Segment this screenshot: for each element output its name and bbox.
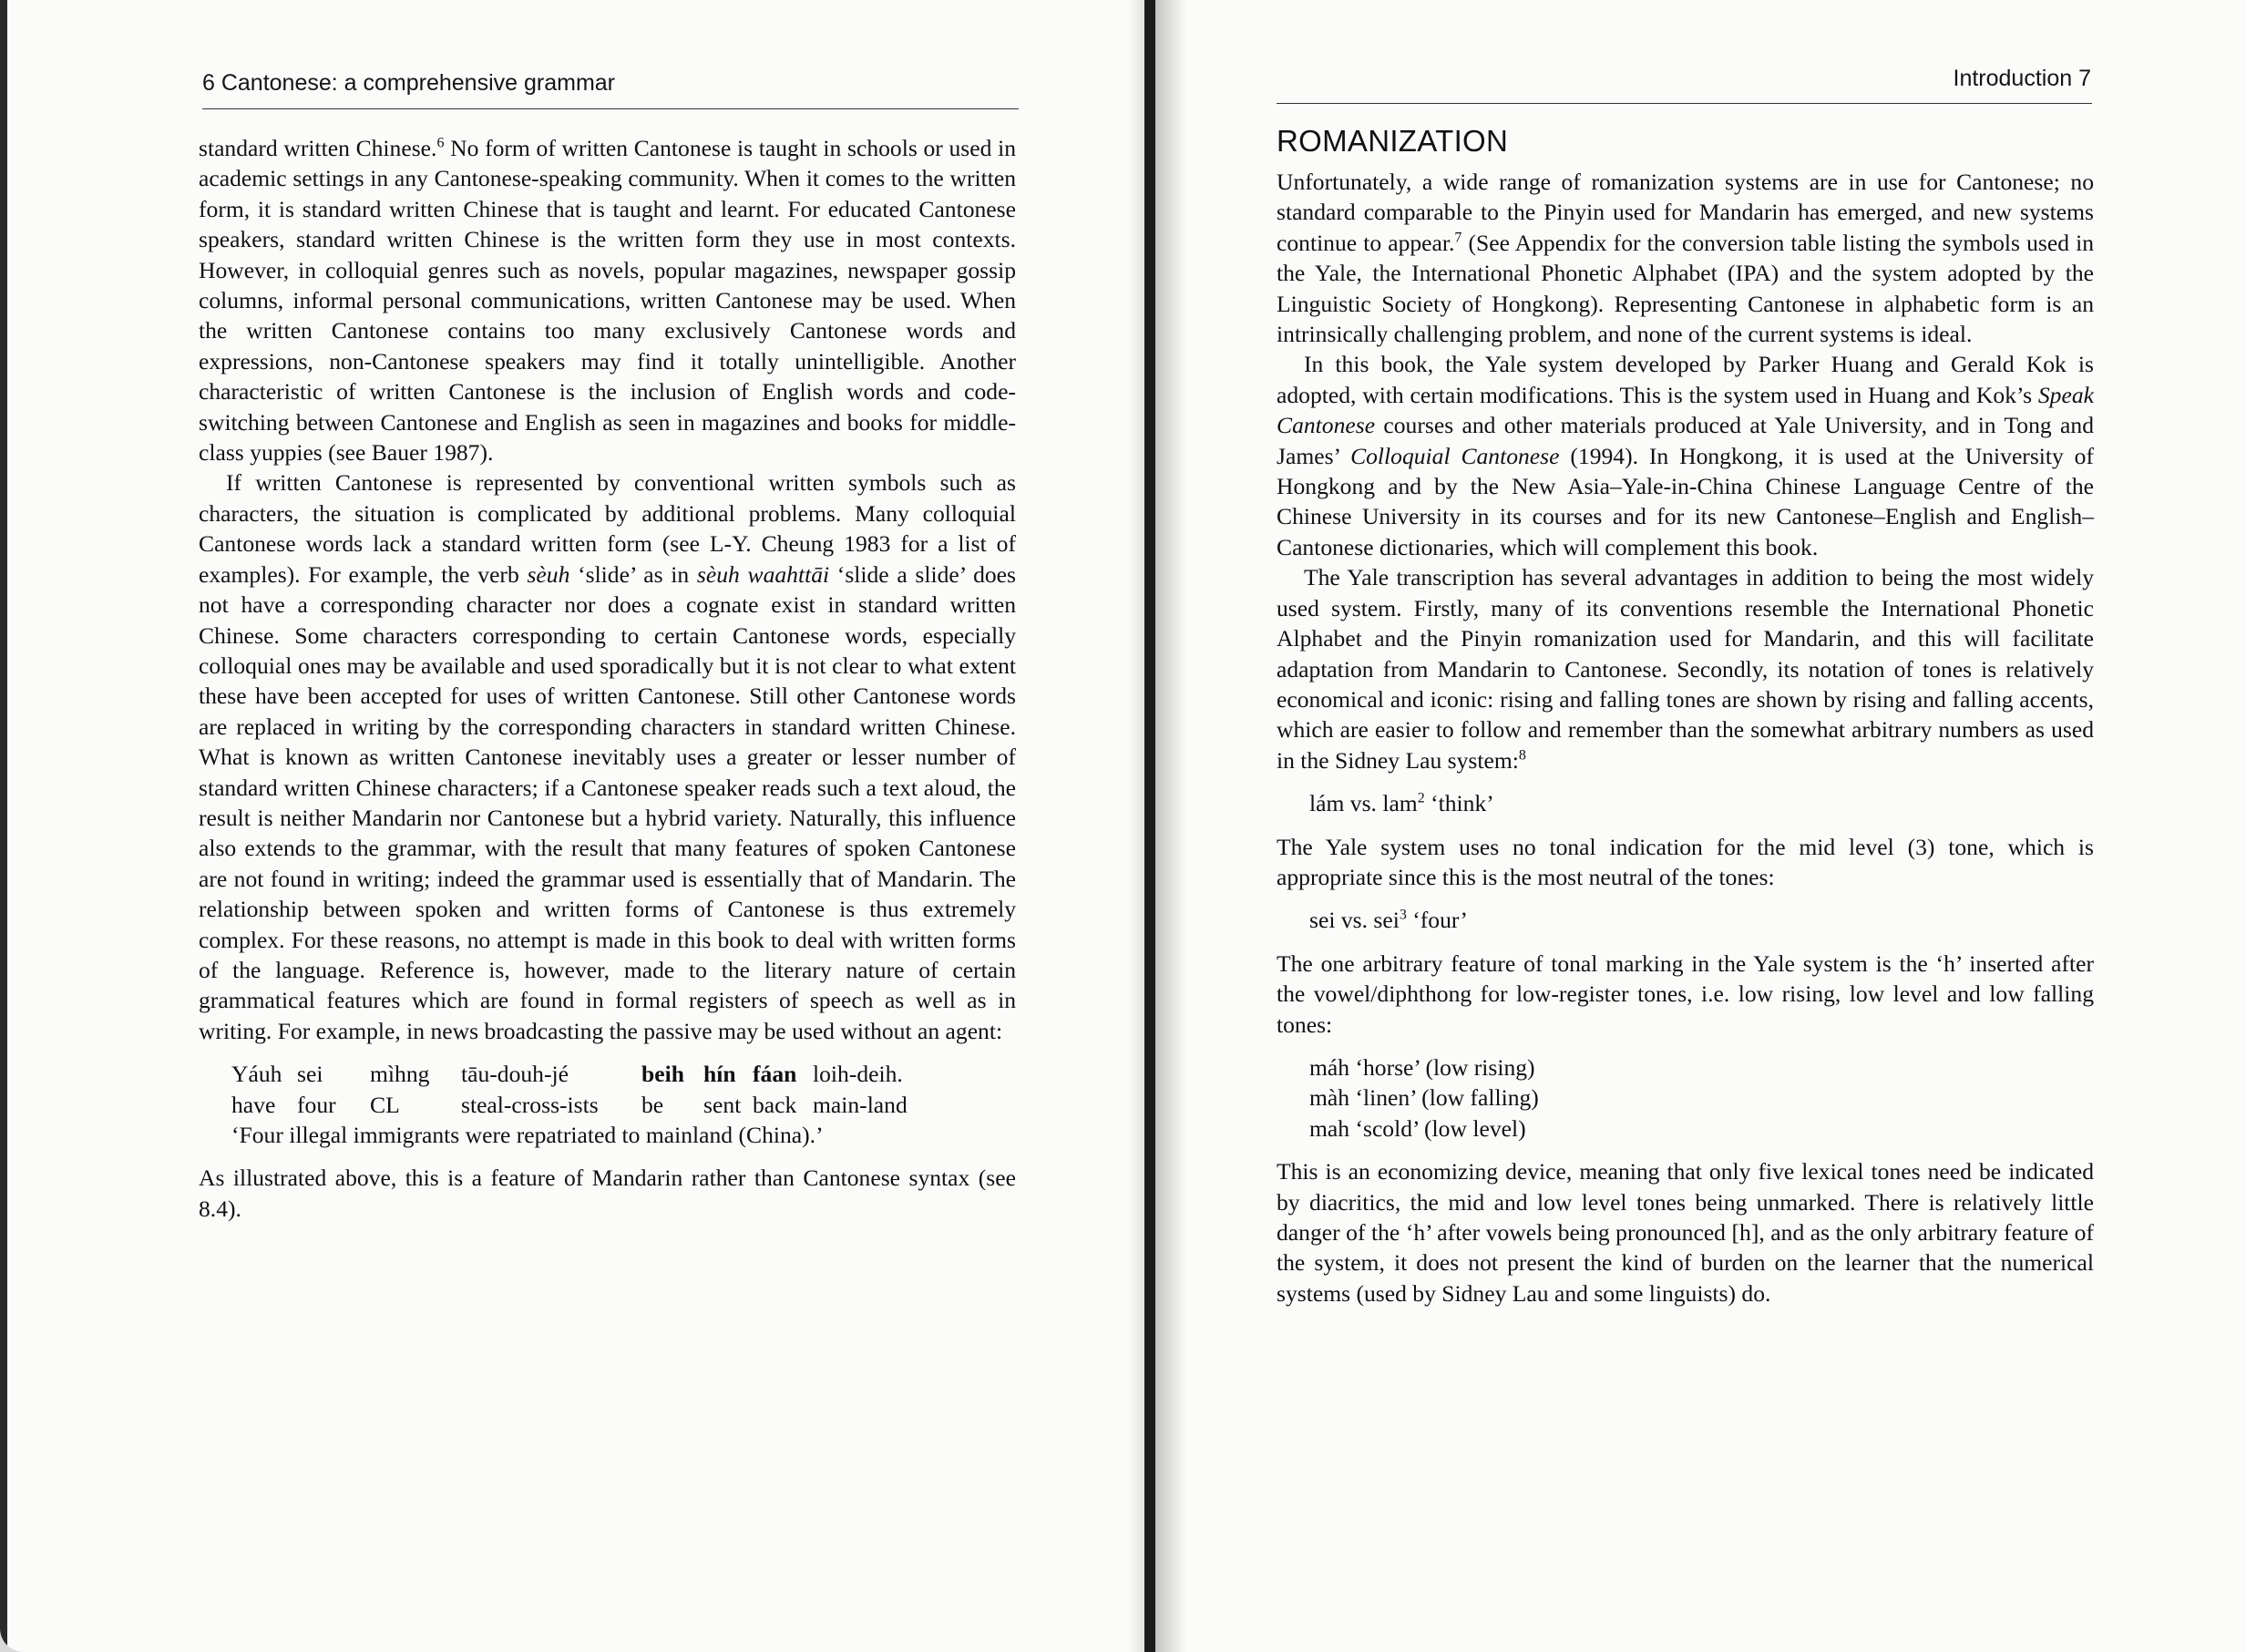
left-body-text — [199, 133, 1016, 1224]
paragraph: If written Cantonese is represented by conventional written symbols such as characters, the situation is complicated by additional problems. Many colloquial Cantonese words lack a standard written form (see L-Y. Cheung 1983 for a list of examples). For example, the verb sèuh ‘slide’ as in sèuh waahttāi ‘slide a slide’ does not have a corresponding character nor does a cognate exist in standard written Chinese. Some characters corresponding to certain Cantonese words, especially colloquial ones may be available and used sporadically but it is not clear to what extent these have been accepted for uses of written Cantonese. Still other Cantonese words are replaced in writing by the corresponding characters in standard written Chinese. What is known as written Cantonese inevitably uses a greater or lesser number of standard written Chinese characters; if a Cantonese speaker reads such a text aloud, the result is neither Mandarin nor Cantonese but a hybrid variety. Naturally, this influence also extends to the grammar, with the result that many features of spoken Cantonese are not found in writing; indeed the grammar used is essentially that of Mandarin. The relationship between spoken and written forms of Cantonese is thus extremely complex. For these reasons, no attempt is made in this book to deal with written forms of the language. Reference is, however, made to the literary nature of certain grammatical features which are found in formal registers of speech as well as in writing. For example, in news broadcasting the passive may be used without an agent: — [199, 469, 1016, 1044]
right-page — [1155, 0, 2246, 1652]
page-edge-shadow — [0, 0, 7, 1652]
running-head-right: Introduction 7 — [1953, 66, 2091, 91]
footnote-marker[interactable]: 6 — [436, 135, 445, 151]
list-item: màh ‘linen’ (low falling) — [1309, 1084, 1539, 1112]
paragraph: In this book, the Yale system developed by Parker Huang and Gerald Kok is adopted, with certain modifications. This is the system used in Huang and Kok’s Speak Cantonese courses and other materials produced at Yale University, and in Tong and James’ Colloquial Cantonese (1994). In Hongkong, it is used at the University of Hongkong and by the New Asia–Yale-in-China Chinese Language Centre of the Chinese University in its courses and for its new Cantonese–English and English–Cantonese dictionaries, which will complement this book. — [1277, 351, 2094, 560]
paragraph: Unfortunately, a wide range of romanization systems are in use for Cantonese; no standard comparable to the Pinyin used for Mandarin has emerged, and new systems continue to appear.$^7$ (See Appendix for the conversion table listing the symbols used in the Yale, the International Phonetic Alphabet (IPA) and the system adopted by the Linguistic Society of Hongkong). Representing Cantonese in alphabetic form is an intrinsically challenging problem, and none of the current systems is ideal. — [1277, 169, 2094, 348]
paragraph: As illustrated above, this is a feature of Mandarin rather than Cantonese syntax (see 8.4). — [199, 1165, 1016, 1222]
tone-example-list — [1277, 1052, 2094, 1144]
paragraph: The Yale system uses no tonal indication for the mid level (3) tone, which is appropriate since this is the most neutral of the tones: — [1277, 833, 2094, 890]
list-item: mah ‘scold’ (low level) — [1309, 1114, 1526, 1142]
gutter-shadow-right — [1155, 0, 1186, 1652]
paragraph: This is an economizing device, meaning that only five lexical tones need be indicated by diacritics, the mid and low level tones being unmarked. There is relatively little danger of the ‘h’ after vowels being pronounced [h], and as the only arbitrary feature of the system, it does not present the kind of burden on the learner that the numerical systems (used by Sidney Lau and some linguists) do. — [1277, 1158, 2094, 1307]
section-heading: ROMANIZATION — [1277, 124, 1509, 158]
tone-example: lám vs. lam$^2$ ‘think’ — [1309, 790, 1494, 817]
header-rule-left — [202, 108, 1019, 109]
example-gloss-line-2: have four CL steal-cross-ists be sent back main-land — [231, 1091, 908, 1118]
right-body-text — [1277, 123, 2094, 1308]
tone-example: sei vs. sei$^3$ ‘four’ — [1309, 907, 1468, 934]
footnote-marker[interactable]: 7 — [1454, 230, 1462, 246]
paragraph: The Yale transcription has several advantages in addition to being the most widely used system. Firstly, many of its conventions resemble the International Phonetic Alphabet and the Pinyin romanization used for Mandarin, and this will facilitate adaptation from Mandarin to Cantonese. Secondly, its notation of tones is relatively economical and iconic: rising and falling tones are shown by rising and falling accents, which are easier to follow and remember than the somewhat arbitrary numbers as used in the Sidney Lau system:$^8$ — [1277, 564, 2094, 774]
running-head-left: 6 Cantonese: a comprehensive grammar — [202, 70, 616, 96]
footnote-marker[interactable]: 8 — [1518, 747, 1526, 764]
example-translation: ‘Four illegal immigrants were repatriated to mainland (China).’ — [231, 1122, 824, 1148]
paragraph: standard written Chinese.$^6$ No form of written Cantonese is taught in schools or used in academic settings in any Cantonese-speaking community. When it comes to the written form, it is standard written Chinese that is taught and learnt. For educated Cantonese speakers, standard written Chinese is the written form they use in most contexts. However, in colloquial genres such as novels, popular magazines, newspaper gossip columns, informal personal communications, written Cantonese may be used. When the written Cantonese contains too many exclusively Cantonese words and expressions, non-Cantonese speakers may find it totally unintelligible. Another characteristic of written Cantonese is the inclusion of English words and code-switching between Cantonese and English as seen in magazines and books for middle-class yuppies (see Bauer 1987). — [199, 135, 1016, 467]
example-gloss-line-1: Yáuh sei mìhng tāu-douh-jé beih hín fáan loih-deih. — [231, 1061, 903, 1088]
book-spine — [1144, 0, 1155, 1652]
header-rule-right — [1277, 103, 2092, 104]
list-item: máh ‘horse’ (low rising) — [1309, 1053, 1535, 1081]
paragraph: The one arbitrary feature of tonal marking in the Yale system is the ‘h’ inserted after the vowel/diphthong for low-register tones, i.e. low rising, low level and low falling tones: — [1277, 949, 2094, 1038]
